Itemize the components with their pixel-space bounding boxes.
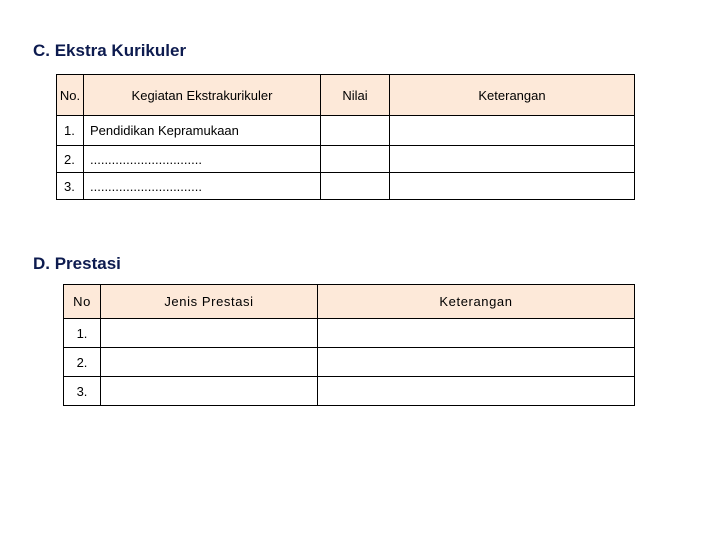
row-number: 1. bbox=[57, 116, 84, 146]
header-kegiatan: Kegiatan Ekstrakurikuler bbox=[84, 75, 321, 116]
table-header-row bbox=[64, 285, 635, 319]
prestasi-table bbox=[63, 284, 635, 406]
section-d-title: D. Prestasi bbox=[33, 254, 121, 273]
keterangan-cell bbox=[318, 319, 635, 348]
section-c-title: C. Ekstra Kurikuler bbox=[33, 41, 187, 60]
nilai-cell bbox=[321, 116, 390, 146]
table-header-row bbox=[57, 75, 635, 116]
row-number: 3. bbox=[64, 377, 101, 406]
kegiatan-cell: ............................... bbox=[84, 146, 321, 173]
table-row bbox=[57, 173, 635, 200]
nilai-cell bbox=[321, 146, 390, 173]
keterangan-cell bbox=[390, 173, 635, 200]
row-number: 3. bbox=[57, 173, 84, 200]
kegiatan-cell: ............................... bbox=[84, 173, 321, 200]
keterangan-cell bbox=[318, 348, 635, 377]
table-row bbox=[64, 377, 635, 406]
header-keterangan: Keterangan bbox=[390, 75, 635, 116]
keterangan-cell bbox=[390, 116, 635, 146]
row-number: 1. bbox=[64, 319, 101, 348]
table-row bbox=[57, 146, 635, 173]
table-row bbox=[57, 116, 635, 146]
jenis-cell bbox=[101, 348, 318, 377]
keterangan-cell bbox=[390, 146, 635, 173]
header-jenis-prestasi: Jenis Prestasi bbox=[101, 285, 318, 319]
header-no: No. bbox=[57, 75, 84, 116]
kegiatan-cell: Pendidikan Kepramukaan bbox=[84, 116, 321, 146]
jenis-cell bbox=[101, 377, 318, 406]
header-keterangan: Keterangan bbox=[318, 285, 635, 319]
nilai-cell bbox=[321, 173, 390, 200]
keterangan-cell bbox=[318, 377, 635, 406]
row-number: 2. bbox=[57, 146, 84, 173]
ekstra-kurikuler-table bbox=[56, 74, 635, 200]
table-row bbox=[64, 319, 635, 348]
row-number: 2. bbox=[64, 348, 101, 377]
header-no: No bbox=[64, 285, 101, 319]
header-nilai: Nilai bbox=[321, 75, 390, 116]
jenis-cell bbox=[101, 319, 318, 348]
table-row bbox=[64, 348, 635, 377]
